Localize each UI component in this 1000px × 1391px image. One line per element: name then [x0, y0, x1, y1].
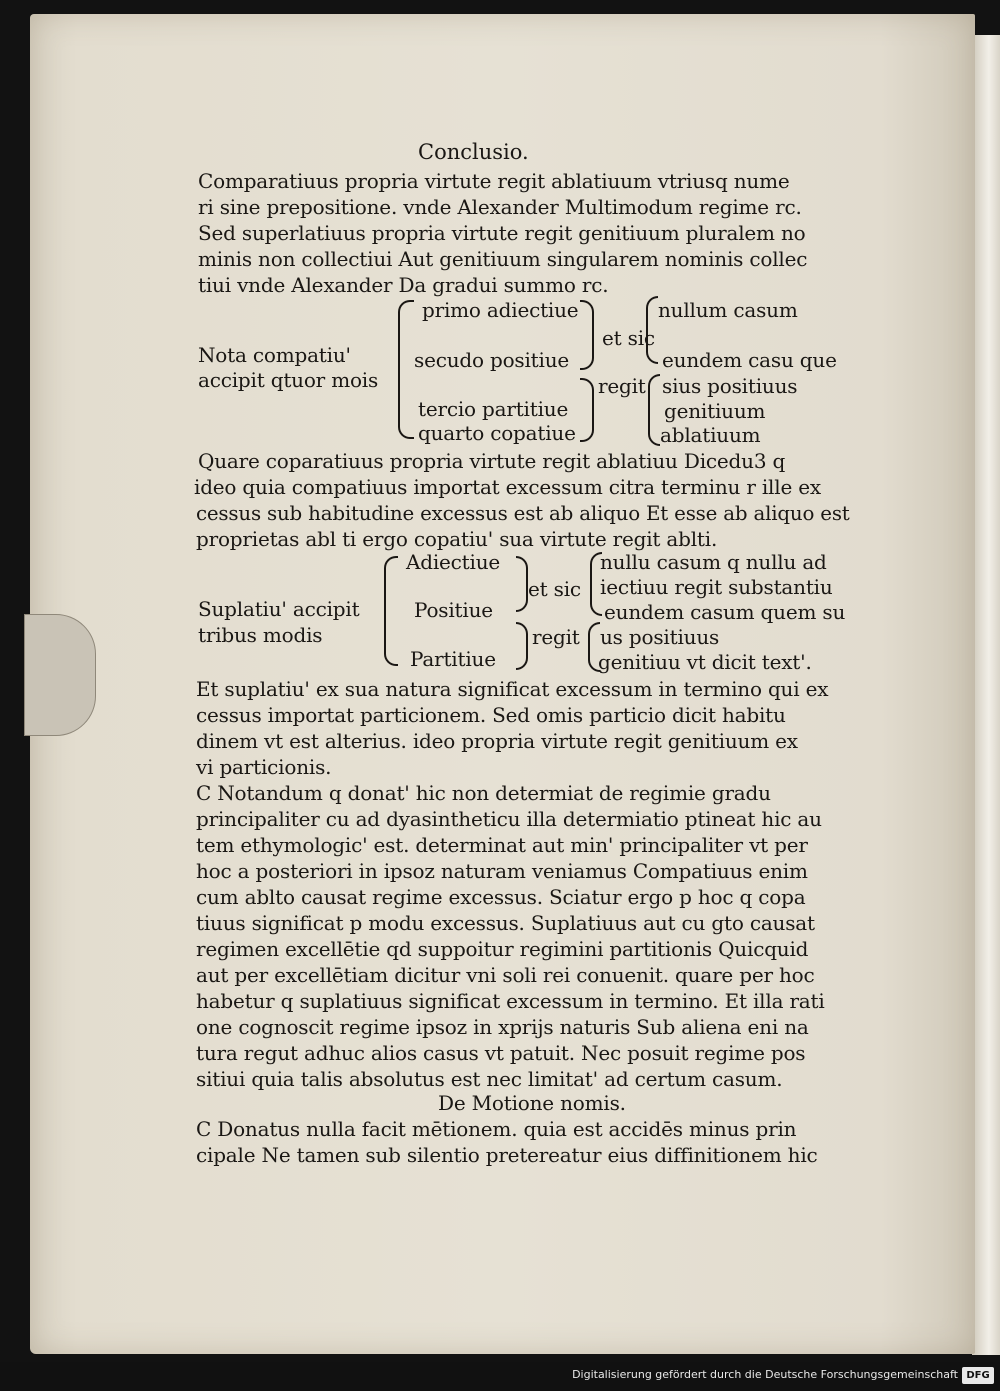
- text-line: C Notandum q donat' hic non determiat de regimie gradu: [196, 781, 771, 805]
- text-line: sitiui quia talis absolutus est nec limitat' ad certum casum.: [196, 1067, 783, 1091]
- table1-middle-item: quarto copatiue: [418, 421, 576, 445]
- text-line: one cognoscit regime ipsoz in xprijs naturis Sub aliena eni na: [196, 1015, 809, 1039]
- text-line: cessus sub habitudine excessus est ab aliquo Et esse ab aliquo est: [196, 501, 850, 525]
- text-line: Quare coparatiuus propria virtute regit ablatiuu Dicedu3 q: [198, 449, 786, 473]
- text-line: ri sine prepositione. vnde Alexander Multimodum regime rc.: [198, 195, 802, 219]
- table2-connector: regit: [532, 625, 580, 649]
- table1-right-brace-lower: [648, 374, 660, 446]
- table1-right-item: sius positiuus: [662, 374, 798, 398]
- text-line: tiui vnde Alexander Da gradui summo rc.: [198, 273, 609, 297]
- table1-connector: et sic: [602, 326, 655, 350]
- table1-middle-item: primo adiectiue: [422, 298, 579, 322]
- table1-middle-brace-upper: [580, 300, 594, 370]
- table2-left-label: tribus modis: [198, 623, 323, 647]
- text-line: vi particionis.: [196, 755, 332, 779]
- text-line: tura regut adhuc alios casus vt patuit. Nec posuit regime pos: [196, 1041, 806, 1065]
- text-line: tiuus significat p modu excessus. Suplatiuus aut cu gto causat: [196, 911, 815, 935]
- footer-bar: [0, 1362, 1000, 1391]
- page-heading: Conclusio.: [418, 140, 529, 164]
- text-line: cipale Ne tamen sub silentio pretereatur eius diffinitionem hic: [196, 1143, 818, 1167]
- text-line: regimen excellētie qd suppoitur regimini partitionis Quicquid: [196, 937, 809, 961]
- table1-right-item: eundem casu que: [662, 348, 837, 372]
- table2-middle-item: Positiue: [414, 598, 493, 622]
- text-line: hoc a posteriori in ipsoz naturam veniamus Compatiuus enim: [196, 859, 808, 883]
- table2-middle-item: Partitiue: [410, 647, 496, 671]
- text-line: aut per excellētiam dicitur vni soli rei conuenit. quare per hoc: [196, 963, 815, 987]
- table2-middle-item: Adiectiue: [406, 550, 501, 574]
- table1-left-label: Nota compatiu': [198, 343, 351, 367]
- table1-right-item: genitiuum: [664, 399, 766, 423]
- text-line: proprietas abl ti ergo copatiu' sua virtute regit ablti.: [196, 527, 718, 551]
- table1-connector: regit: [598, 374, 646, 398]
- table1-middle-item: tercio partitiue: [418, 397, 569, 421]
- table2-middle-brace-upper: [516, 556, 528, 612]
- table2-right-item: us positiuus: [600, 625, 720, 649]
- text-line: C Donatus nulla facit mētionem. quia est accidēs minus prin: [196, 1117, 797, 1141]
- table2-right-item: iectiuu regit substantiu: [600, 575, 833, 599]
- text-line: Sed superlatiuus propria virtute regit genitiuum pluralem no: [198, 221, 806, 245]
- dfg-logo: DFG: [962, 1367, 994, 1384]
- table1-left-brace: [398, 300, 414, 439]
- table2-left-brace: [384, 556, 398, 666]
- table1-right-item: nullum casum: [658, 298, 798, 322]
- text-line: tem ethymologic' est. determinat aut min' principaliter vt per: [196, 833, 808, 857]
- table2-right-item: nullu casum q nullu ad: [600, 550, 827, 574]
- table2-middle-brace-lower: [516, 622, 528, 670]
- table2-right-item: genitiuu vt dicit text'.: [598, 650, 812, 674]
- text-line: habetur q suplatiuus significat excessum in termino. Et illa rati: [196, 989, 825, 1013]
- table1-middle-brace-lower: [580, 378, 594, 442]
- table2-connector: et sic: [528, 577, 581, 601]
- table2-right-item: eundem casum quem su: [604, 600, 846, 624]
- table1-middle-item: secudo positiue: [414, 348, 570, 372]
- table1-left-label: accipit qtuor mois: [198, 368, 379, 392]
- text-line: cessus importat particionem. Sed omis particio dicit habitu: [196, 703, 786, 727]
- text-line: Comparatiuus propria virtute regit ablatiuum vtriusq nume: [198, 169, 790, 193]
- text-line: Et suplatiu' ex sua natura significat excessum in termino qui ex: [196, 677, 829, 701]
- table1-right-brace-upper: [646, 296, 658, 364]
- text-line: minis non collectiui Aut genitiuum singularem nominis collec: [198, 247, 808, 271]
- table2-left-label: Suplatiu' accipit: [198, 597, 360, 621]
- text-line: dinem vt est alterius. ideo propria virtute regit genitiuum ex: [196, 729, 798, 753]
- text-line: principaliter cu ad dyasintheticu illa determiatio ptineat hic au: [196, 807, 822, 831]
- table1-right-item: ablatiuum: [660, 423, 761, 447]
- section-subheading: De Motione nomis.: [438, 1091, 626, 1115]
- text-line: ideo quia compatiuus importat excessum citra terminu r ille ex: [194, 475, 821, 499]
- footer-credit: Digitalisierung gefördert durch die Deutsche Forschungsgemeinschaft: [572, 1368, 958, 1381]
- text-line: cum ablto causat regime excessus. Sciatur ergo p hoc q copa: [196, 885, 806, 909]
